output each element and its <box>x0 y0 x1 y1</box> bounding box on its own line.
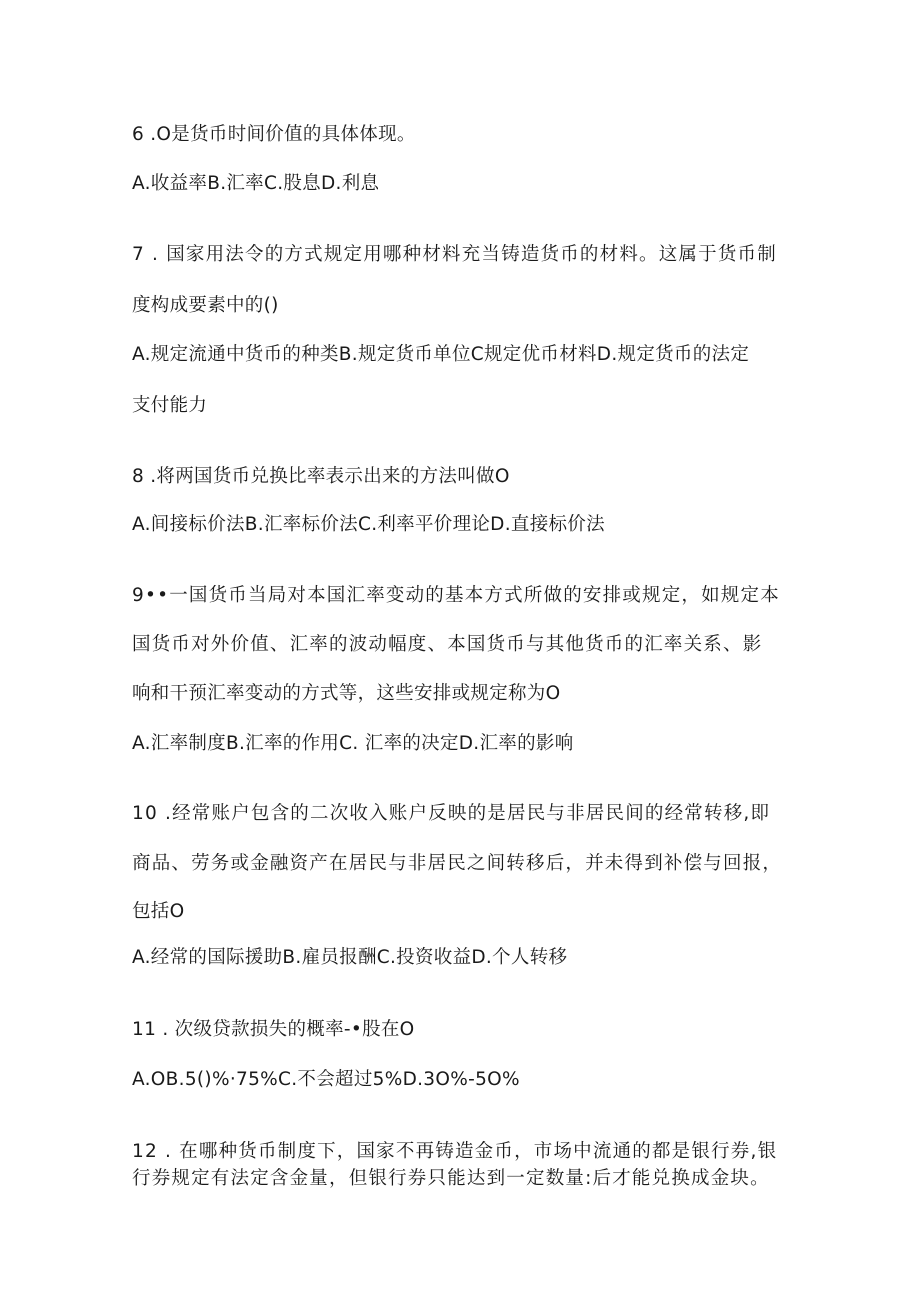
question-11-options: A.OB.5()%·75%C.不会超过5%D.3O%-5O% <box>132 1069 520 1090</box>
question-11-text: 11 . 次级贷款损失的概率-•股在O <box>132 1019 415 1040</box>
question-8-options: A.间接标价法B.汇率标价法C.利率平价理论D.直接标价法 <box>132 514 605 535</box>
question-9-text-line-1: 9••一国货币当局对本国汇率变动的基本方式所做的安排或规定，如规定本 <box>132 585 780 606</box>
question-7-text-line-2: 度构成要素中的() <box>132 295 279 316</box>
question-7-text-line-1: 7 . 国家用法令的方式规定用哪种材料充当铸造货币的材料。这属于货币制 <box>132 244 777 265</box>
question-10-text-line-2: 商品、劳务或金融资产在居民与非居民之间转移后，并未得到补偿与回报， <box>132 853 783 874</box>
question-7-options-line-1: A.规定流通中货币的种类B.规定货币单位C规定优币材料D.规定货币的法定 <box>132 344 750 365</box>
question-6-text: 6 .O是货币时间价值的具体体现。 <box>132 124 416 145</box>
question-9-options: A.汇率制度B.汇率的作用C. 汇率的决定D.汇率的影响 <box>132 733 574 754</box>
question-9-text-line-2: 国货币对外价值、汇率的波动幅度、本国货币与其他货币的汇率关系、影 <box>132 634 763 655</box>
question-6-options: A.收益率B.汇率C.股息D.利息 <box>132 173 380 194</box>
question-10-options: A.经常的国际援助B.雇员报酬C.投资收益D.个人转移 <box>132 947 568 968</box>
question-10-text-line-3: 包括O <box>132 901 185 922</box>
question-12-text-line-2: 行券规定有法定含金量，但银行券只能达到一定数量:后才能兑换成金块。 <box>132 1168 770 1189</box>
question-12-text-line-1: 12 . 在哪种货币制度下，国家不再铸造金币，市场中流通的都是银行券,银 <box>132 1141 778 1162</box>
question-9-text-line-3: 响和干预汇率变动的方式等，这些安排或规定称为O <box>132 683 561 704</box>
question-10-text-line-1: 10 .经常账户包含的二次收入账户反映的是居民与非居民间的经常转移,即 <box>132 803 771 824</box>
question-7-options-line-2: 支付能力 <box>132 395 208 416</box>
question-8-text: 8 .将两国货币兑换比率表示出来的方法叫做O <box>132 466 510 487</box>
